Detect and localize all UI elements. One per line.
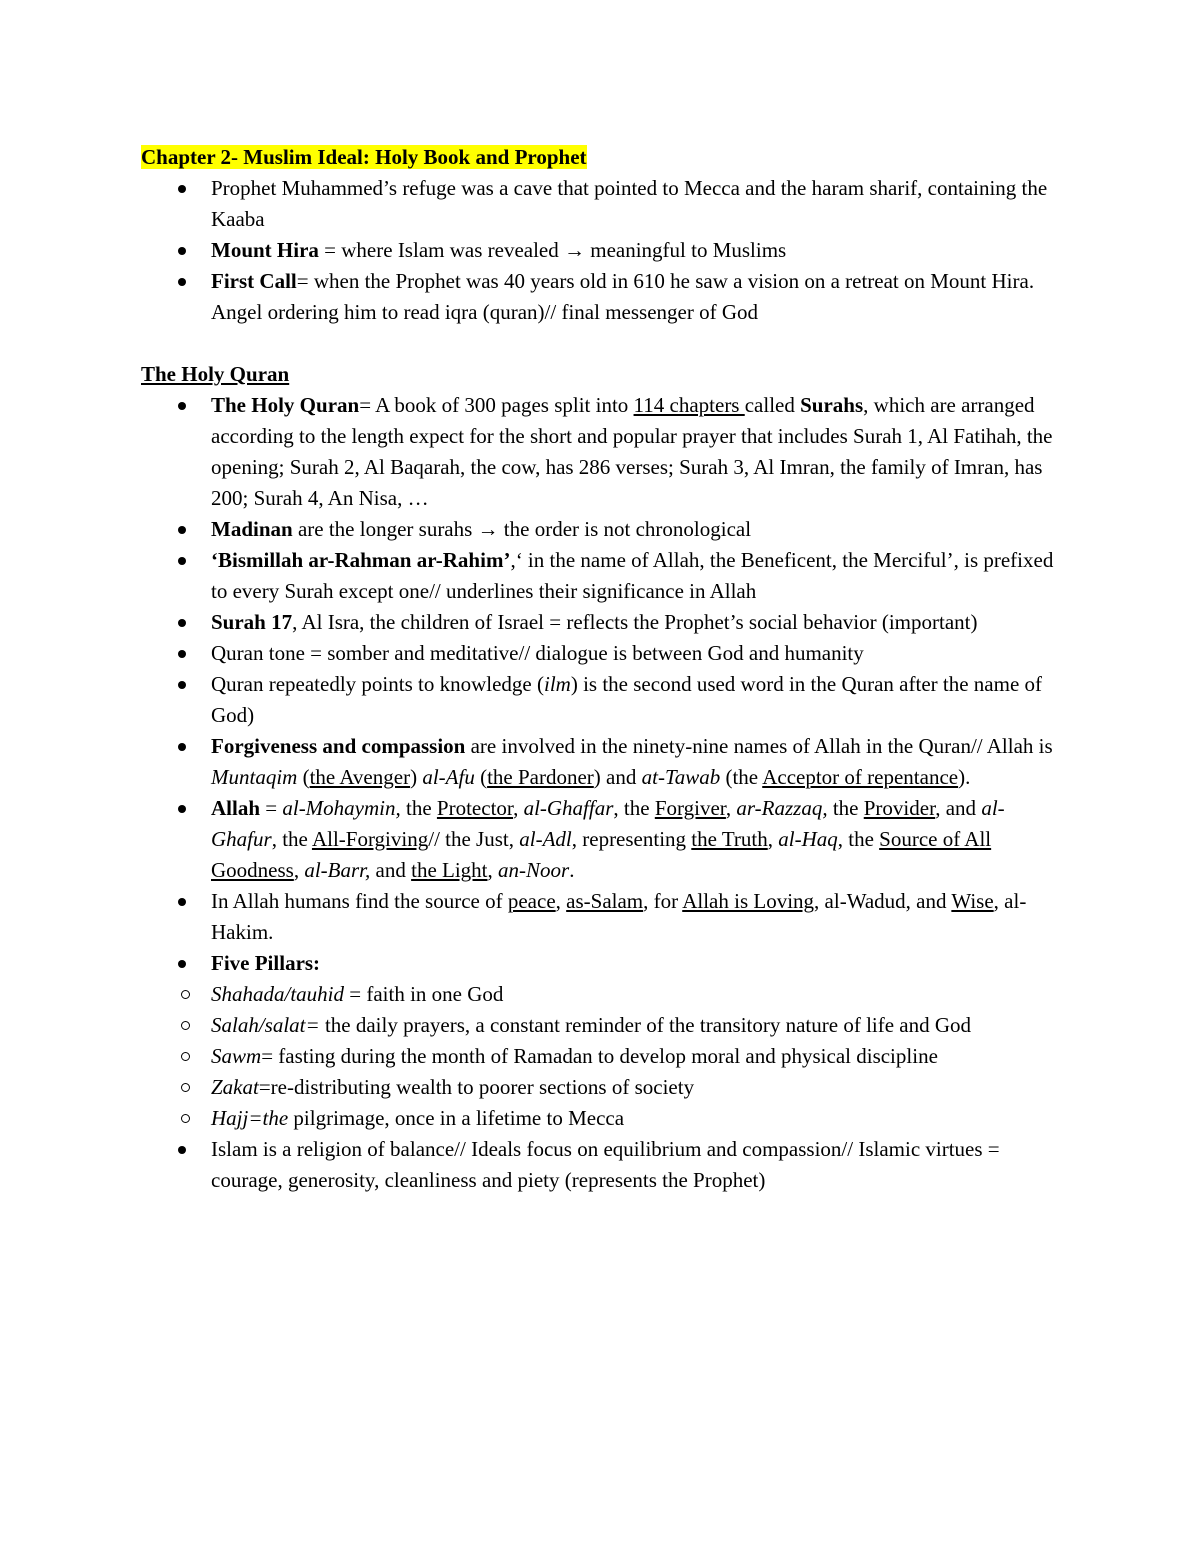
sub-list-item-text	[211, 1013, 971, 1037]
text-run: , representing	[571, 827, 692, 851]
text-run: Allah is Loving	[682, 889, 815, 913]
list-item	[141, 235, 1061, 266]
list-item-text	[211, 672, 1042, 727]
text-run: ,	[555, 889, 567, 913]
list-item	[141, 793, 1061, 886]
bullet-dot-icon	[178, 526, 186, 534]
text-run: (	[474, 765, 488, 789]
text-run: ,‘ in the name of Allah, the Beneficent, the Merciful’, is prefixed to every Surah except one// underlines their significance in Allah	[211, 548, 1054, 603]
text-run: Protector	[436, 796, 514, 820]
text-run: ,	[487, 858, 499, 882]
bullet-dot-icon	[178, 185, 186, 193]
list-item	[141, 886, 1061, 948]
text-run: , and	[935, 796, 982, 820]
sub-list-item	[141, 979, 1061, 1010]
text-run: at-Tawab	[641, 765, 721, 789]
text-run: as-Salam	[566, 889, 644, 913]
sub-list-item-text	[211, 1044, 938, 1068]
page-content	[141, 142, 1061, 1196]
text-run: and	[370, 858, 412, 882]
bullet-dot-icon	[178, 402, 186, 410]
text-run: al-Haq	[778, 827, 838, 851]
text-run: Acceptor of repentance	[762, 765, 959, 789]
bullet-dot-icon	[178, 278, 186, 286]
circle-bullet-icon	[181, 1083, 190, 1092]
text-run: , al-Hakim.	[211, 889, 1027, 944]
text-run: = when the Prophet was 40 years old in 610 he saw a vision on a retreat on Mount Hira. Angel ordering him to read iqra (quran)// final messenger of God	[211, 269, 1035, 324]
text-run: al-Mohaymin,	[282, 796, 401, 820]
bullet-dot-icon	[178, 805, 186, 813]
text-run: = where Islam was revealed → meaningful to Muslims	[318, 238, 787, 262]
text-run: Forgiver	[654, 796, 726, 820]
text-run: , al-Wadud, and	[814, 889, 952, 913]
text-run: First Call	[211, 269, 297, 293]
text-run: ‘Bismillah ar-Rahman ar-Rahim’	[211, 548, 511, 572]
text-run: Hajj=the	[211, 1106, 289, 1130]
text-run: the	[400, 796, 437, 820]
text-run: The Holy Quran	[211, 393, 360, 417]
chapter-bullet-list	[141, 173, 1061, 328]
text-run: the daily prayers, a constant reminder of the transitory nature of life and God	[319, 1013, 972, 1037]
five-pillars-sublist	[141, 979, 1061, 1134]
bullet-dot-icon	[178, 743, 186, 751]
bullet-dot-icon	[178, 681, 186, 689]
circle-bullet-icon	[181, 990, 190, 999]
list-item	[141, 607, 1061, 638]
list-item-text	[211, 517, 751, 541]
sub-list-item	[141, 1010, 1061, 1041]
text-run: ,	[293, 858, 305, 882]
text-run: Salah/salat=	[211, 1013, 320, 1037]
text-run: Shahada/tauhid	[211, 982, 345, 1006]
chapter-title-highlight: Chapter 2- Muslim Ideal: Holy Book and Prophet	[141, 145, 587, 169]
text-run: )	[410, 765, 423, 789]
list-item	[141, 638, 1061, 669]
text-run: ,	[725, 796, 737, 820]
bullet-dot-icon	[178, 898, 186, 906]
text-run: al-Afu	[422, 765, 475, 789]
list-item-text	[211, 176, 1047, 231]
text-run: Prophet Muhammed’s refuge was a cave that pointed to Mecca and the haram sharif, containing the Kaaba	[211, 176, 1048, 231]
circle-bullet-icon	[181, 1021, 190, 1030]
text-run: , Al Isra, the children of Israel = reflects the Prophet’s social behavior (important)	[292, 610, 978, 634]
text-run: = fasting during the month of Ramadan to develop moral and physical discipline	[261, 1044, 938, 1068]
text-run: al-Barr,	[304, 858, 371, 882]
text-run: pilgrimage, once in a lifetime to Mecca	[288, 1106, 625, 1130]
text-run: // the Just,	[428, 827, 520, 851]
text-run: Madinan	[211, 517, 293, 541]
list-item-text	[211, 796, 1005, 882]
text-run: Zakat	[211, 1075, 259, 1099]
text-run: ilm	[544, 672, 571, 696]
text-run: Forgiveness and compassion	[211, 734, 466, 758]
bullet-dot-icon	[178, 1146, 186, 1154]
text-run: (the	[720, 765, 763, 789]
text-run: , the	[613, 796, 655, 820]
text-run: , which are arranged according to the length expect for the short and popular prayer that includes Surah 1, Al Fatihah, the opening; Surah 2, Al Baqarah, the cow, has 286 verses; Surah 3, Al Imran, the family of Imran, has 200; Surah 4, An Nisa, …	[211, 393, 1053, 510]
text-run: =re-distributing wealth to poorer sections of society	[258, 1075, 695, 1099]
text-run: Muntaqim	[211, 765, 298, 789]
list-item-text	[211, 641, 864, 665]
text-run: called	[744, 393, 801, 417]
text-run: ) and	[593, 765, 642, 789]
circle-bullet-icon	[181, 1052, 190, 1061]
text-run: Mount Hira	[211, 238, 319, 262]
sub-list-item-text	[211, 1075, 694, 1099]
text-run: peace	[507, 889, 556, 913]
list-item	[141, 514, 1061, 545]
text-run: Surahs	[800, 393, 864, 417]
text-run: al-Ghaffar	[523, 796, 614, 820]
text-run: =	[260, 796, 283, 820]
text-run: Wise	[951, 889, 994, 913]
sub-list-item	[141, 1041, 1061, 1072]
sub-list-item	[141, 1072, 1061, 1103]
text-run: the Avenger	[309, 765, 411, 789]
list-item	[141, 545, 1061, 607]
text-run: the Pardoner	[487, 765, 594, 789]
list-item-text	[211, 889, 1026, 944]
text-run: an-Noor	[498, 858, 570, 882]
text-run: Provider	[863, 796, 936, 820]
text-run: , the	[837, 827, 880, 851]
text-run: In Allah humans find the source of	[211, 889, 508, 913]
list-item-text	[211, 269, 1034, 324]
text-run: ,	[513, 796, 524, 820]
list-item-text	[211, 1137, 1000, 1192]
list-item-text	[211, 393, 1053, 510]
text-run: (	[297, 765, 310, 789]
text-run: = faith in one God	[344, 982, 504, 1006]
text-run: are involved in the ninety-nine names of Allah in the Quran// Allah is	[465, 734, 1053, 758]
text-run: Source of All Goodness	[211, 827, 992, 882]
list-item	[141, 669, 1061, 731]
text-run: Sawm	[211, 1044, 262, 1068]
text-run: ).	[958, 765, 971, 789]
quran-bullet-list	[141, 390, 1061, 1196]
list-item-text	[211, 548, 1053, 603]
list-item-five-pillars	[141, 948, 1061, 1134]
list-item-text	[211, 238, 786, 262]
text-run: Quran tone = somber and meditative// dialogue is between God and humanity	[211, 641, 864, 665]
list-item	[141, 1134, 1061, 1196]
list-item-text	[211, 951, 320, 975]
text-run: are the longer surahs → the order is not chronological	[292, 517, 752, 541]
chapter-heading	[141, 142, 1061, 173]
text-run: Quran repeatedly points to knowledge (	[211, 672, 544, 696]
text-run: al-Adl	[519, 827, 572, 851]
text-run: ,	[767, 827, 779, 851]
text-run: Islam is a religion of balance// Ideals focus on equilibrium and compassion// Islamic virtues = courage, generosity, cleanliness and piety (represents the Prophet)	[211, 1137, 1000, 1192]
text-run: .	[569, 858, 575, 882]
circle-bullet-icon	[181, 1114, 190, 1123]
text-run: Surah 17	[211, 610, 293, 634]
text-run: the	[827, 796, 864, 820]
text-run: 114 chapters	[633, 393, 745, 417]
list-item	[141, 390, 1061, 514]
list-item	[141, 266, 1061, 328]
sub-list-item-text	[211, 1106, 624, 1130]
text-run: = A book of 300 pages split into	[359, 393, 634, 417]
sub-list-item	[141, 1103, 1061, 1134]
list-item-text	[211, 734, 1053, 789]
bullet-dot-icon	[178, 960, 186, 968]
bullet-dot-icon	[178, 557, 186, 565]
bullet-dot-icon	[178, 619, 186, 627]
section-heading-holy-quran: The Holy Quran	[141, 362, 290, 386]
text-run: , the	[271, 827, 312, 851]
text-run: al-Ghafur	[211, 796, 1005, 851]
text-run: , for	[643, 889, 683, 913]
sub-list-item-text	[211, 982, 503, 1006]
text-run: Five Pillars:	[211, 951, 321, 975]
list-item	[141, 173, 1061, 235]
text-run: ar-Razzaq,	[736, 796, 828, 820]
text-run: the Light	[411, 858, 488, 882]
bullet-dot-icon	[178, 650, 186, 658]
bullet-dot-icon	[178, 247, 186, 255]
list-item-text	[211, 610, 977, 634]
text-run: ) is the second used word in the Quran after the name of God)	[211, 672, 1043, 727]
text-run: All-Forgiving	[311, 827, 429, 851]
text-run: the Truth	[691, 827, 768, 851]
list-item	[141, 731, 1061, 793]
text-run: Allah	[211, 796, 261, 820]
